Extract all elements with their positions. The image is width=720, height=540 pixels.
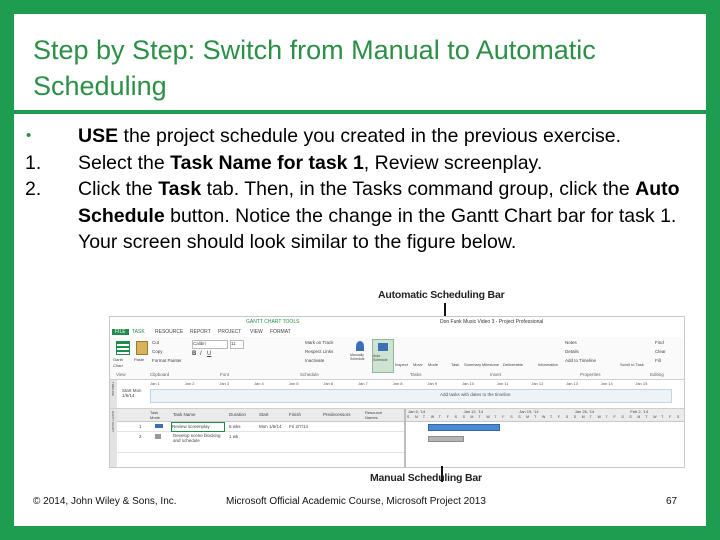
timeline-date-label: Jan 8 bbox=[392, 381, 403, 386]
gantt-day-label: M bbox=[581, 415, 585, 419]
gantt-day-label: F bbox=[502, 415, 505, 419]
gantt-day-label: W bbox=[597, 415, 601, 419]
gantt-side-bar bbox=[110, 409, 117, 467]
mode-button[interactable]: Mode bbox=[428, 362, 439, 367]
timeline-pane[interactable] bbox=[110, 380, 684, 409]
title-bar bbox=[110, 317, 684, 328]
gantt-day-label: T bbox=[645, 415, 648, 419]
gantt-week-label: Jan 19, '14 bbox=[519, 409, 539, 414]
scroll-to-task-button[interactable]: Scroll to Task bbox=[620, 362, 644, 367]
gantt-day-label: S bbox=[565, 415, 569, 419]
table-row[interactable] bbox=[117, 432, 404, 453]
timeline-date-label: Jan 6 bbox=[323, 381, 334, 386]
gantt-day-label: T bbox=[534, 415, 537, 419]
step-number: 1. bbox=[25, 151, 42, 174]
mark-on-track-button[interactable]: Mark on Track bbox=[305, 340, 334, 345]
gantt-day-label: F bbox=[446, 415, 449, 419]
gantt-day-label: S bbox=[462, 415, 465, 419]
inactivate-button[interactable]: Inactivate bbox=[305, 358, 325, 363]
start-cell[interactable]: Mon 1/6/14 bbox=[259, 424, 282, 429]
step-text-bold: Auto Schedule bbox=[78, 178, 680, 227]
gantt-day-label: M bbox=[414, 415, 418, 419]
finish-cell[interactable]: Fri 2/7/14 bbox=[289, 424, 309, 429]
timeline-hint: Add tasks with dates to the timeline bbox=[440, 392, 511, 397]
gantt-chart-button[interactable] bbox=[113, 339, 131, 369]
pushpin-icon bbox=[356, 341, 364, 351]
timeline-side-bar bbox=[110, 380, 117, 408]
tab-format[interactable]: FORMAT bbox=[270, 329, 291, 335]
slide-body bbox=[14, 123, 706, 256]
timeline-date-label: Jan 4 bbox=[254, 381, 264, 386]
gantt-day-label: F bbox=[557, 415, 561, 419]
ribbon bbox=[110, 337, 684, 380]
font-name-select[interactable]: Calibri bbox=[192, 340, 228, 349]
footer-copyright: © 2014, John Wiley & Sons, Inc. bbox=[33, 496, 177, 507]
table-row[interactable] bbox=[117, 422, 404, 432]
timeline-date-label: Jan 7 bbox=[358, 381, 368, 386]
gantt-week-label: Jan 5, '14 bbox=[408, 409, 426, 414]
respect-links-button[interactable]: Respect Links bbox=[305, 349, 334, 354]
context-tab-label: GANTT CHART TOOLS bbox=[246, 319, 300, 325]
move-button[interactable]: Move bbox=[413, 362, 423, 367]
gantt-day-label: S bbox=[407, 415, 410, 419]
gantt-day-label: S bbox=[573, 415, 577, 419]
information-button[interactable]: Information bbox=[538, 362, 559, 367]
step-text: Select the bbox=[78, 151, 171, 174]
bullet-text: the project schedule you created in the previous exercise. bbox=[118, 125, 622, 147]
manual-scheduling-bar[interactable] bbox=[428, 436, 464, 442]
italic-button[interactable]: I bbox=[200, 351, 202, 357]
summary-button[interactable]: Summary bbox=[464, 362, 482, 367]
step-number: 2. bbox=[25, 178, 42, 200]
col-predecessors[interactable]: Predecessors bbox=[323, 412, 351, 417]
copy-button[interactable]: Copy bbox=[152, 349, 163, 354]
group-label-tasks: Tasks bbox=[410, 372, 422, 377]
task-mode-icon bbox=[155, 424, 163, 428]
gantt-day-label: T bbox=[494, 415, 497, 419]
gantt-week-label: Feb 2, '14 bbox=[630, 409, 649, 414]
group-label-insert: Insert bbox=[490, 372, 502, 377]
underline-button[interactable]: U bbox=[207, 351, 212, 357]
paste-label: Paste bbox=[134, 357, 145, 362]
col-finish[interactable]: Finish bbox=[289, 412, 302, 417]
gantt-day-label: T bbox=[549, 415, 553, 419]
bullet-marker: • bbox=[26, 127, 32, 144]
step-1 bbox=[14, 150, 706, 177]
step-text: Click the bbox=[78, 178, 159, 200]
col-task-name[interactable]: Task Name bbox=[173, 412, 196, 417]
auto-schedule-icon bbox=[378, 343, 388, 351]
task-name-cell[interactable]: Review screenplay bbox=[171, 422, 225, 432]
gantt-day-label: S bbox=[518, 415, 521, 419]
timeline-date-label: Jan 12 bbox=[531, 381, 544, 386]
gantt-day-label: S bbox=[629, 415, 632, 419]
title-divider bbox=[14, 110, 706, 114]
slide-title: Step by Step: Switch from Manual to Automatic Scheduling bbox=[33, 35, 596, 101]
gantt-day-label: F bbox=[613, 415, 616, 419]
task-table-header bbox=[117, 409, 404, 422]
gantt-chart bbox=[406, 409, 684, 467]
gantt-day-label: T bbox=[422, 415, 426, 419]
gantt-day-label: S bbox=[677, 415, 680, 419]
gantt-day-label: T bbox=[438, 415, 441, 419]
auto-schedule-label: Auto Schedule bbox=[373, 354, 388, 362]
timeline-date-label: Jan 15 bbox=[635, 381, 648, 386]
manually-schedule-button[interactable] bbox=[350, 339, 370, 371]
tab-resource[interactable]: RESOURCE bbox=[155, 329, 184, 335]
group-label-view: View bbox=[116, 372, 126, 377]
bullet-use bbox=[14, 123, 706, 150]
timeline-side-label: TIMELINE bbox=[111, 382, 115, 396]
bold-button[interactable]: B bbox=[192, 351, 197, 357]
automatic-scheduling-bar[interactable] bbox=[428, 424, 500, 431]
gantt-day-label: W bbox=[486, 415, 490, 419]
step-text: , Review screenplay. bbox=[363, 151, 543, 174]
step-text-bold: Task Name for task 1 bbox=[170, 151, 364, 174]
gantt-day-label: M bbox=[637, 415, 641, 419]
task-insert-button[interactable]: Task bbox=[451, 362, 460, 367]
timeline-date-scale bbox=[150, 381, 680, 387]
step-2 bbox=[14, 176, 706, 256]
gantt-week-label: Jan 12, '14 bbox=[463, 409, 484, 414]
bullet-text-bold: USE bbox=[78, 125, 119, 147]
gantt-day-label: S bbox=[621, 415, 624, 419]
group-label-properties: Properties bbox=[580, 372, 601, 377]
timeline-date-label: Jan 13 bbox=[566, 381, 579, 386]
timeline-date-label: Jan 1 bbox=[150, 381, 160, 386]
tab-file[interactable]: FILE bbox=[112, 329, 129, 335]
ribbon-tabs bbox=[110, 328, 684, 337]
task-name-cell[interactable]: Develop scene blocking and schedule bbox=[173, 433, 221, 443]
col-task-mode[interactable]: Task Mode bbox=[150, 410, 161, 420]
timeline-date-label: Jan 5 bbox=[288, 381, 299, 386]
gantt-day-label: S bbox=[510, 415, 513, 419]
group-label-clipboard: Clipboard bbox=[150, 372, 170, 377]
timeline-date-label: Jan 3 bbox=[219, 381, 230, 386]
callout-automatic-scheduling-bar: Automatic Scheduling Bar bbox=[378, 289, 505, 301]
timeline-track bbox=[150, 389, 672, 403]
timeline-date-label: Jan 10 bbox=[462, 381, 475, 386]
footer-page-number: 67 bbox=[666, 496, 678, 507]
callout-manual-scheduling-bar: Manual Scheduling Bar bbox=[370, 472, 482, 484]
clipboard-icon bbox=[136, 341, 148, 355]
gantt-day-label: M bbox=[470, 415, 474, 419]
gantt-day-label: T bbox=[589, 415, 592, 419]
group-label-editing: Editing bbox=[650, 372, 664, 377]
gantt-day-label: T bbox=[661, 415, 664, 419]
details-button[interactable]: Details bbox=[565, 349, 579, 354]
format-painter-button[interactable]: Format Painter bbox=[152, 358, 182, 363]
deliverable-button[interactable]: Deliverable bbox=[503, 362, 524, 367]
tab-report[interactable]: REPORT bbox=[190, 329, 211, 335]
gantt-day-label: M bbox=[526, 415, 530, 419]
gantt-side-label: GANTT CHART bbox=[111, 411, 115, 433]
gantt-view bbox=[110, 409, 684, 467]
tab-project[interactable]: PROJECT bbox=[218, 329, 242, 335]
col-duration[interactable]: Duration bbox=[229, 412, 247, 417]
duration-cell[interactable]: 1 wk bbox=[229, 434, 239, 439]
font-size-select[interactable]: 11 bbox=[230, 340, 244, 349]
add-to-timeline-button[interactable]: Add to Timeline bbox=[565, 358, 597, 363]
tab-view[interactable]: VIEW bbox=[250, 329, 263, 335]
timeline-date-label: Jan 9 bbox=[427, 381, 438, 386]
timeline-start-label: Start Mon 1/6/14 bbox=[122, 388, 142, 398]
gantt-day-label: F bbox=[669, 415, 672, 419]
gantt-chart-icon bbox=[116, 341, 130, 355]
find-button[interactable]: Find bbox=[655, 340, 664, 345]
milestone-button[interactable]: Milestone bbox=[482, 362, 500, 367]
gantt-day-label: W bbox=[430, 415, 435, 419]
duration-cell[interactable]: 5 wks bbox=[229, 424, 241, 429]
gantt-day-label: W bbox=[653, 415, 657, 419]
group-label-schedule: Schedule bbox=[300, 372, 319, 377]
step-text-bold: Task bbox=[158, 178, 202, 200]
paste-button[interactable] bbox=[134, 339, 148, 369]
row-id: 2 bbox=[139, 434, 142, 439]
step-text: button. Notice the change in the Gantt Chart bar for task 1. Your screen should look similar to the figure below. bbox=[78, 204, 677, 253]
cut-button[interactable]: Cut bbox=[152, 340, 160, 345]
clear-button[interactable]: Clear bbox=[655, 349, 666, 354]
group-label-font: Font bbox=[220, 372, 230, 377]
gantt-timescale bbox=[406, 409, 684, 422]
step-text: tab. Then, in the Tasks command group, click the bbox=[201, 178, 636, 200]
tab-task[interactable]: TASK bbox=[132, 329, 145, 335]
window-title: Don Funk Music Video 3 - Project Professional bbox=[440, 319, 544, 325]
col-resource-names[interactable]: Resource Names bbox=[365, 410, 383, 420]
timeline-date-label: Jan 11 bbox=[496, 381, 509, 386]
gantt-day-label: T bbox=[605, 415, 608, 419]
fill-button[interactable]: Fill bbox=[655, 358, 661, 363]
slide bbox=[14, 14, 706, 526]
inspect-button[interactable]: Inspect bbox=[395, 362, 408, 367]
project-screenshot bbox=[109, 316, 685, 468]
task-mode-icon bbox=[155, 434, 161, 439]
timeline-date-label: Jan 2 bbox=[184, 381, 195, 386]
gantt-day-label: S bbox=[454, 415, 457, 419]
timeline-date-label: Jan 14 bbox=[600, 381, 613, 386]
notes-button[interactable]: Notes bbox=[565, 340, 577, 345]
col-start[interactable]: Start bbox=[259, 412, 269, 417]
gantt-week-label: Jan 26, '14 bbox=[574, 409, 595, 414]
gantt-day-label: T bbox=[478, 415, 481, 419]
gantt-chart-label: Gantt Chart bbox=[113, 357, 123, 368]
manually-schedule-label: Manually Schedule bbox=[350, 353, 365, 361]
row-id: 1 bbox=[139, 424, 142, 429]
auto-schedule-button[interactable] bbox=[372, 339, 394, 373]
gantt-day-label: W bbox=[542, 415, 546, 419]
footer-course: Microsoft Official Academic Course, Microsoft Project 2013 bbox=[226, 496, 486, 507]
